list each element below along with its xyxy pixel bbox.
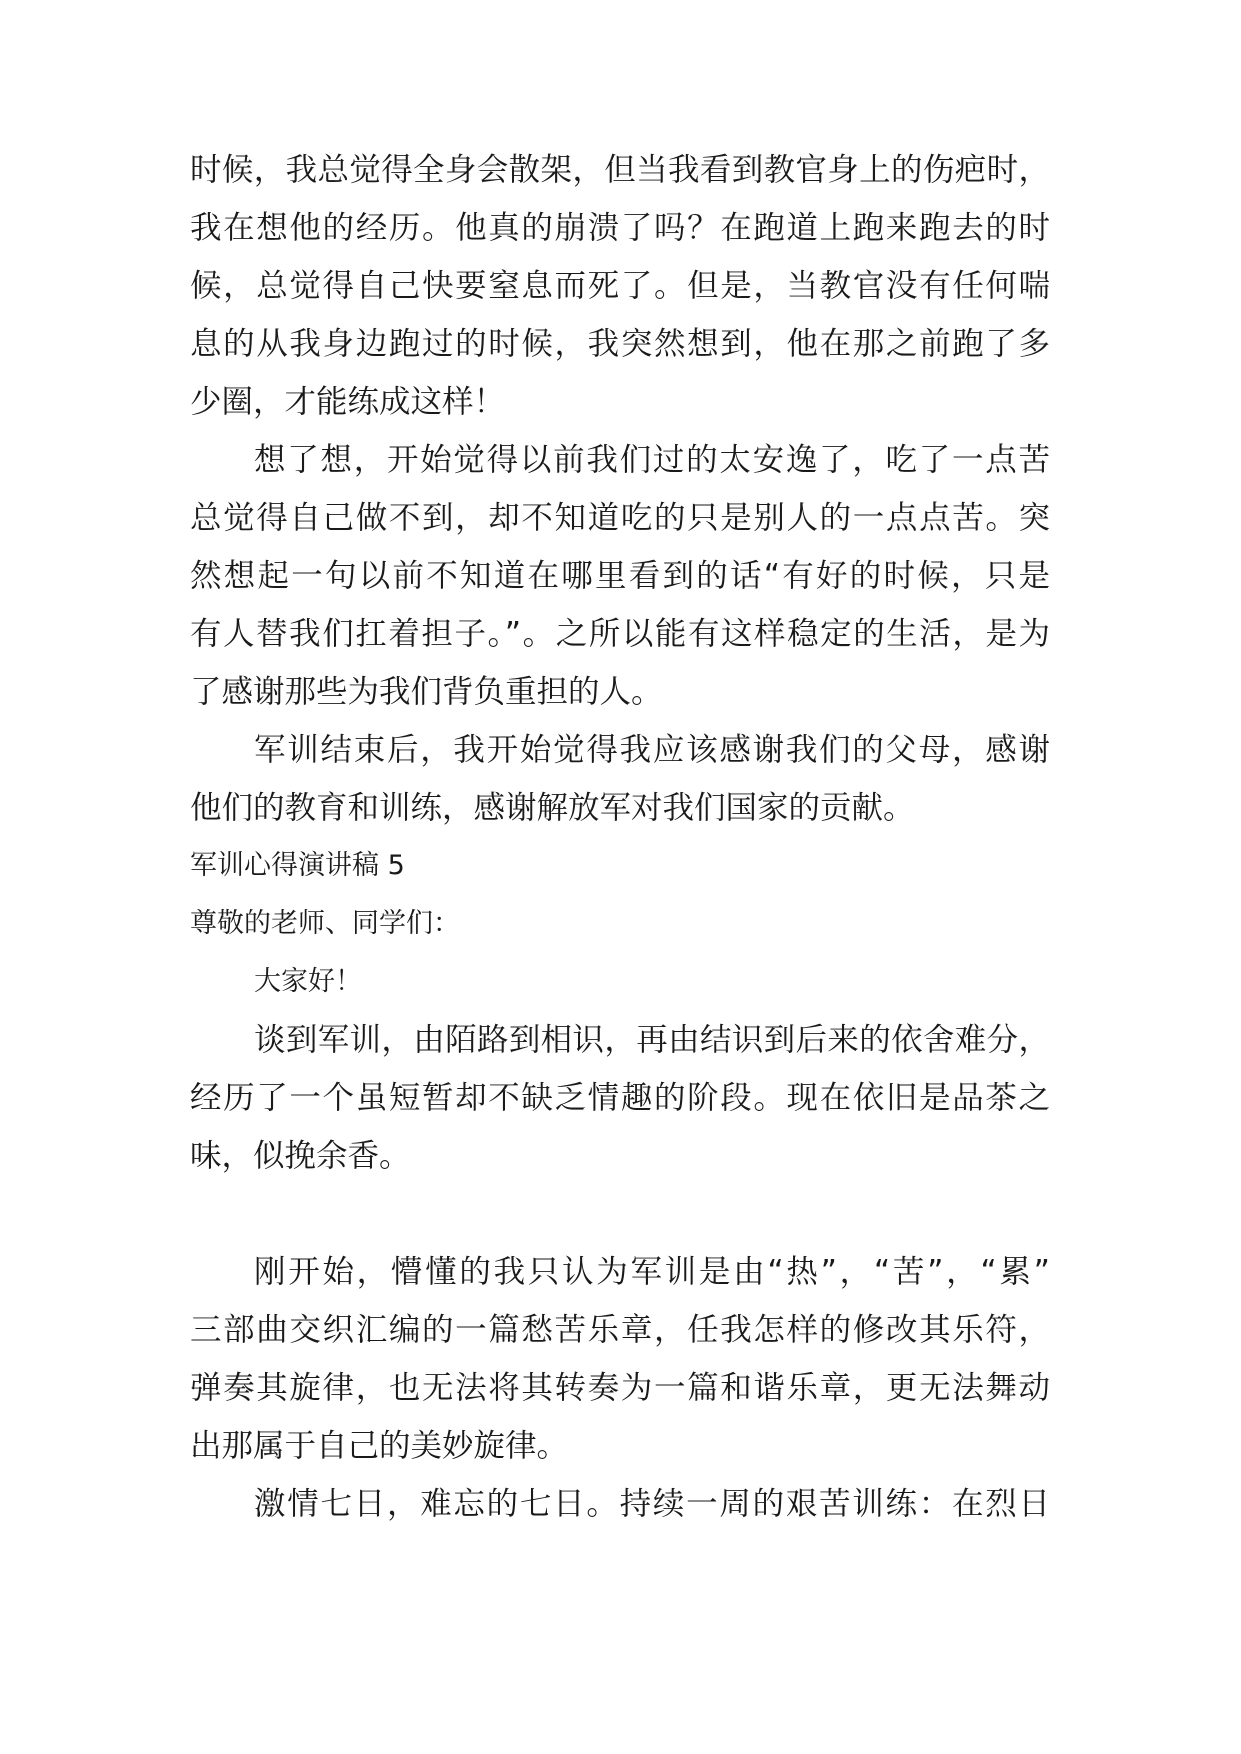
section-title: 军训心得演讲稿 5 [190,850,405,881]
text-line: 军训结束后，我开始觉得我应该感谢我们的父母，感谢 [254,732,1050,768]
text-line: 少圈，才能练成这样！ [190,384,506,420]
text-line: 刚开始，懵懂的我只认为军训是由“热”，“苦”，“累” [254,1254,1050,1290]
text-line: 时候，我总觉得全身会散架，但当我看到教官身上的伤疤时， [190,152,1050,188]
text-line: 总觉得自己做不到，却不知道吃的只是别人的一点点苦。突 [190,500,1050,536]
text-line: 候，总觉得自己快要窒息而死了。但是，当教官没有任何喘 [190,268,1050,304]
text-line: 有人替我们扛着担子。”。之所以能有这样稳定的生活，是为 [190,616,1050,652]
text-line: 谈到军训，由陌路到相识，再由结识到后来的依舍难分， [254,1022,1050,1058]
text-line: 弹奏其旋律，也无法将其转奏为一篇和谐乐章，更无法舞动 [190,1370,1050,1406]
text-line: 我在想他的经历。他真的崩溃了吗？在跑道上跑来跑去的时 [190,210,1050,246]
text-line: 然想起一句以前不知道在哪里看到的话“有好的时候，只是 [190,558,1050,594]
text-line: 出那属于自己的美妙旋律。 [190,1428,569,1464]
salutation: 尊敬的老师、同学们： [190,908,460,939]
text-line: 他们的教育和训练，感谢解放军对我们国家的贡献。 [190,790,915,826]
text-line: 了感谢那些为我们背负重担的人。 [190,674,663,710]
text-line: 经历了一个虽短暂却不缺乏情趣的阶段。现在依旧是品茶之 [190,1080,1050,1116]
text-line: 味，似挽余香。 [190,1138,411,1174]
text-line: 激情七日，难忘的七日。持续一周的艰苦训练：在烈日 [254,1486,1050,1522]
text-line: 想了想，开始觉得以前我们过的太安逸了，吃了一点苦 [254,442,1050,478]
text-line: 息的从我身边跑过的时候，我突然想到，他在那之前跑了多 [190,326,1050,362]
text-line: 三部曲交织汇编的一篇愁苦乐章，任我怎样的修改其乐符， [190,1312,1050,1348]
greeting: 大家好！ [254,966,362,997]
